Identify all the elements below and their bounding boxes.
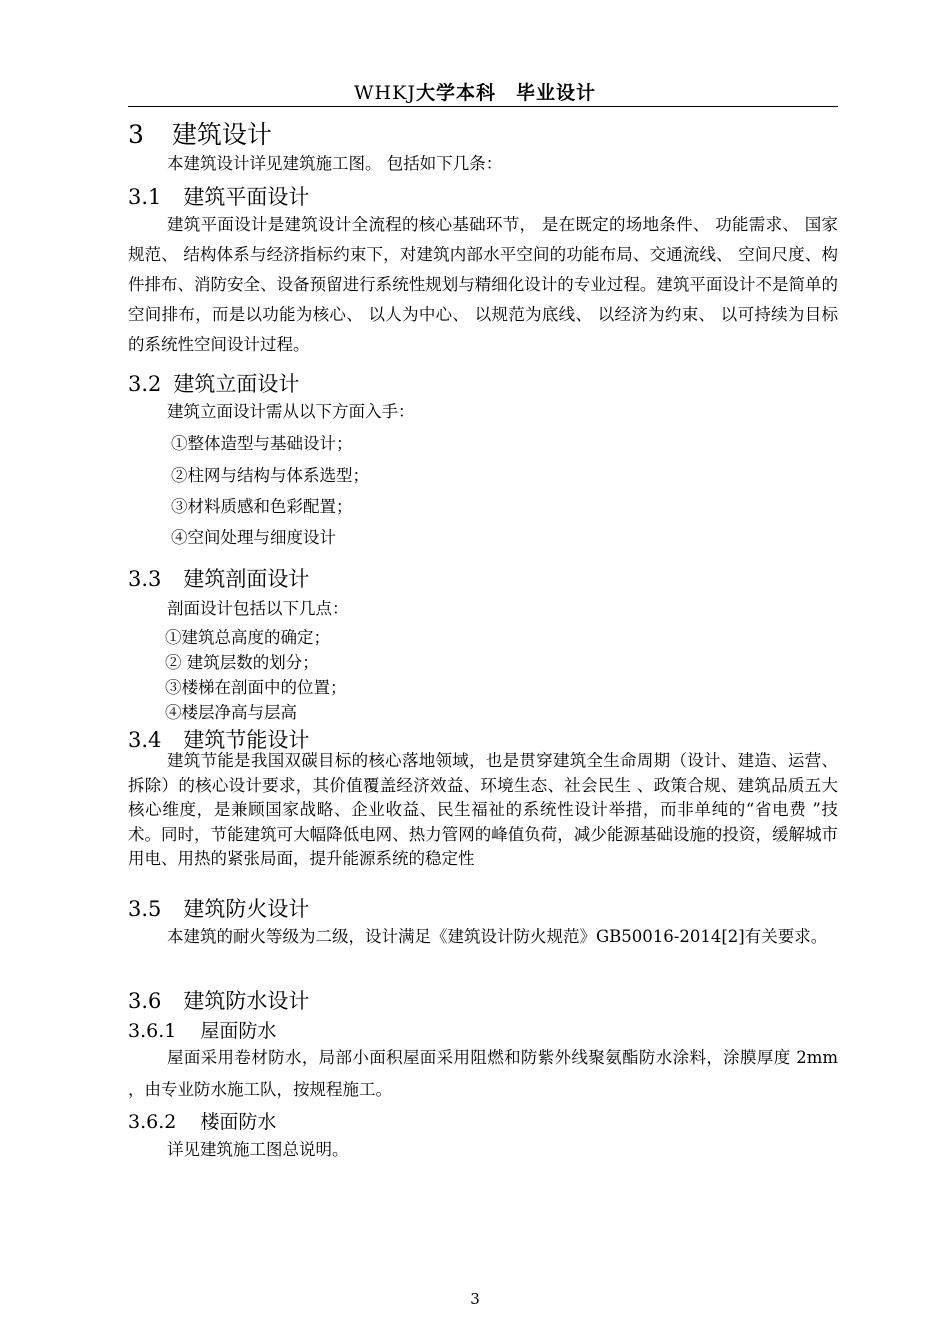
list-item: ②柱网与结构与体系选型； (171, 466, 369, 485)
list-item: ③材料质感和色彩配置； (171, 497, 353, 516)
chapter-title: 建筑设计 (171, 120, 272, 149)
section-number: 3.6 (128, 989, 162, 1013)
section-number: 3.5 (128, 897, 162, 921)
section-title: 建筑防水设计 (183, 989, 310, 1013)
section-number: 3.4 (128, 728, 162, 752)
subsection-body-3-6-1: 屋面采用卷材防水，局部小面积屋面采用阻燃和防紫外线聚氨酯防水涂料，涂膜厚度 2mm ，由专业防水施工队，按规程施工。 (128, 1048, 838, 1099)
section-number: 3.3 (128, 567, 162, 591)
page-header (0, 78, 950, 105)
subsection-body-3-6-2: 详见建筑施工图总说明。 (167, 1140, 349, 1159)
section-heading-3-6 (128, 985, 309, 1015)
list-item: ② 建筑层数的划分； (165, 653, 319, 672)
section-title: 建筑平面设计 (183, 185, 310, 209)
section-heading-3-1 (128, 181, 309, 211)
list-item: ①整体造型与基础设计； (171, 434, 353, 453)
chapter-number: 3 (128, 120, 144, 149)
section-title: 建筑防火设计 (183, 897, 310, 921)
subsection-title: 楼面防水 (200, 1111, 277, 1133)
section-title: 建筑剖面设计 (183, 567, 310, 591)
subsection-heading-3-6-1 (128, 1016, 276, 1043)
subsection-title: 屋面防水 (200, 1020, 277, 1042)
section-heading-3-2 (128, 368, 299, 398)
chapter-heading (128, 115, 272, 151)
chapter-intro: 本建筑设计详见建筑施工图。 包括如下几条： (167, 154, 503, 173)
header-title: 大学本科 毕业设计 (415, 82, 596, 104)
section-heading-3-5 (128, 893, 309, 923)
section-intro-3-2: 建筑立面设计需从以下方面入手： (167, 402, 415, 421)
section-number: 3.1 (128, 185, 162, 209)
section-heading-3-3 (128, 563, 309, 593)
header-rule (128, 106, 838, 107)
section-intro-3-3: 剖面设计包括以下几点： (167, 599, 349, 618)
section-body-3-5: 本建筑的耐火等级为二级，设计满足《建筑设计防火规范》GB50016-2014[2]有关要求。 (167, 927, 828, 946)
subsection-heading-3-6-2 (128, 1107, 276, 1134)
subsection-number: 3.6.2 (128, 1111, 177, 1133)
list-item: ③楼梯在剖面中的位置； (165, 678, 347, 697)
section-body-3-1: 建筑平面设计是建筑设计全流程的核心基础环节， 是在既定的场地条件、 功能需求、 国家规范、 结构体系与经济指标约束下，对建筑内部水平空间的功能布局、交通流线、 空间尺度、构件排布、消防安全、设备预留进行系统性规划与精细化设计的专业过程。建筑平面设计不是简单的空间排布，而是以功能为核心、 以人为中心、 以规范为底线、 以经济为约束、 以可持续为目标的系统性空间设计过程。 (128, 215, 838, 354)
list-item: ④楼层净高与层高 (165, 703, 297, 722)
subsection-number: 3.6.1 (128, 1020, 177, 1042)
list-item: ④空间处理与细度设计 (171, 528, 336, 547)
section-number: 3.2 (128, 372, 162, 396)
section-title: 建筑立面设计 (173, 372, 300, 396)
header-prefix: WHKJ (354, 82, 416, 104)
section-title: 建筑节能设计 (183, 728, 310, 752)
page-number: 3 (470, 1290, 480, 1308)
list-item: ①建筑总高度的确定； (165, 628, 330, 647)
section-body-3-4: 建筑节能是我国双碳目标的核心落地领域，也是贯穿建筑全生命周期（设计、建造、运营、拆除）的核心设计要求，其价值覆盖经济效益、环境生态、社会民生 、政策合规、建筑品质五大核心维度，是兼顾国家战略、企业收益、民生福祉的系统性设计举措，而非单纯的“省电费 ”技术。同时，节能建筑可大幅降低电网、热力管网的峰值负荷，减少能源基础设施的投资，缓解城市用电、用热的紧张局面，提升能源系统的稳定性 (128, 751, 838, 868)
